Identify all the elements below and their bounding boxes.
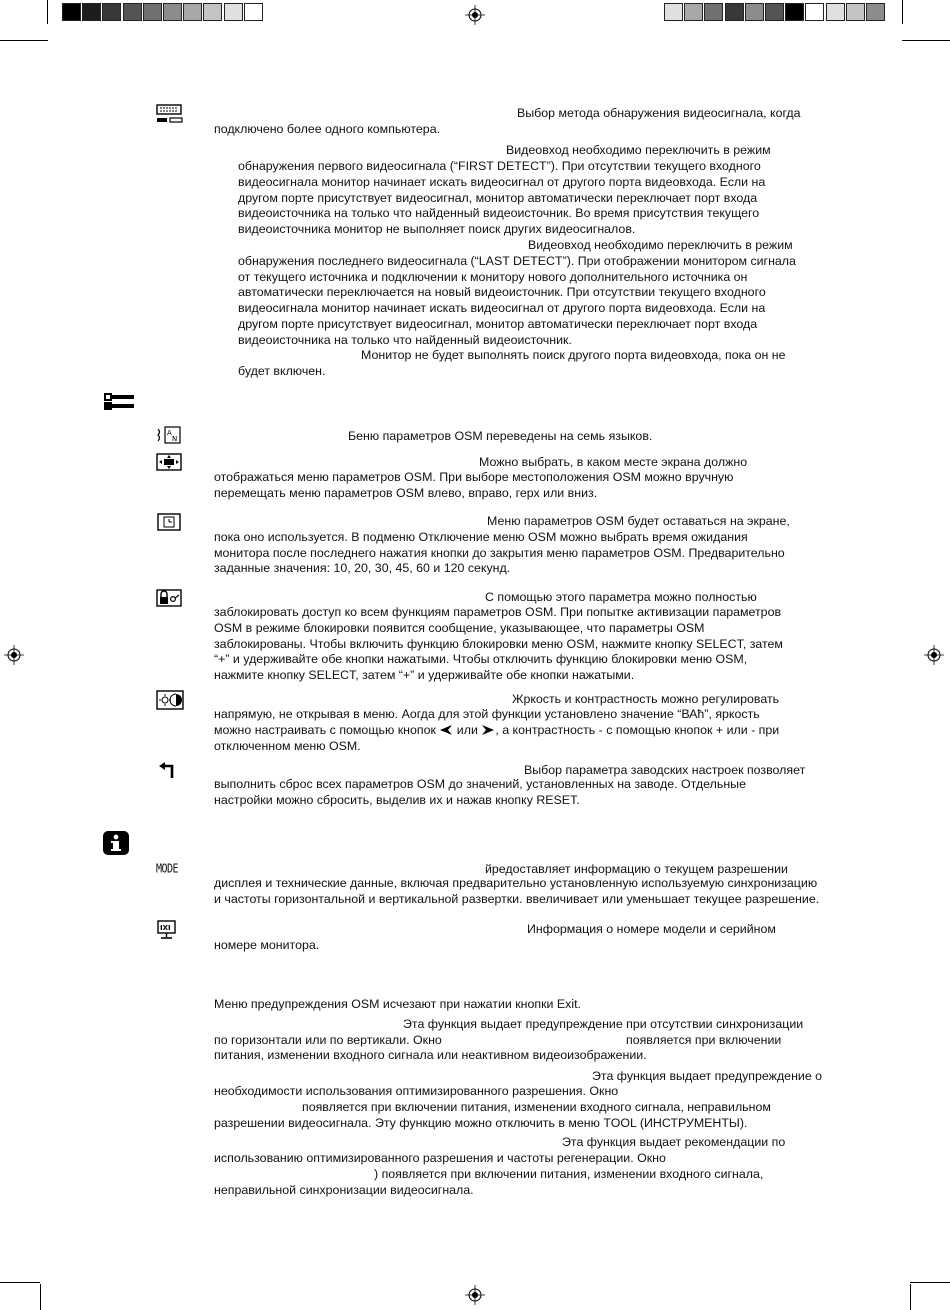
text-line: появляется при включении питания, изменении входного сигнала, неправильном xyxy=(302,1100,771,1114)
text-line: перемещать меню параметров OSM влево, вправо, герх или вниз. xyxy=(214,486,598,500)
text-line: Жркость и контрастность можно регулировать xyxy=(512,692,780,706)
left-arrow-icon xyxy=(439,725,453,735)
text-line: необходимости использования оптимизированного разрешения. Окно xyxy=(214,1084,619,1098)
text-line: обнаружения последнего видеосигнала (“LAST DETECT”). При отображении монитором сигнала xyxy=(238,254,796,268)
text-line: подключено более одного компьютера. xyxy=(214,122,441,136)
text-line: появляется при включении xyxy=(626,1033,782,1047)
color-swatch xyxy=(805,3,824,21)
text-line: Эта функция выдает рекомендации по xyxy=(562,1135,786,1149)
text-line: другом порте присутствует видеосигнал, монитор автоматически переключает порт входа xyxy=(238,191,758,205)
text-line: питания, изменении входного сигнала или неактивном видеоизображении. xyxy=(214,1048,647,1062)
color-swatch xyxy=(664,3,683,21)
color-swatch xyxy=(745,3,764,21)
color-swatch xyxy=(102,3,121,21)
text-line: видеосигнала монитор начинает искать видеосигнал от другого порта видеовхода. Если на xyxy=(238,175,766,189)
text-line: другом порте присутствует видеосигнал, монитор автоматически переключает порт входа xyxy=(238,317,758,331)
text-line: выполнить сброс всех параметров OSM до значений, установленных на заводе. Отдельные xyxy=(214,777,746,791)
text-line: отключенном меню OSM. xyxy=(214,739,361,753)
text-line: монитора после последнего нажатия кнопки до закрытия меню параметров OSM. Предварительно xyxy=(214,546,785,560)
display-mode-icon: MODE xyxy=(156,862,179,877)
text-line: и частоты горизонтальной и вертикальной развертки. ввеличивает или уменьшает текущее разрешение. xyxy=(214,892,820,906)
color-swatch xyxy=(244,3,263,21)
color-swatch xyxy=(866,3,885,21)
color-swatch xyxy=(684,3,703,21)
text-line: настройки можно сбросить, выделив их и нажав кнопку RESET. xyxy=(214,793,580,807)
color-swatch xyxy=(143,3,162,21)
color-swatch xyxy=(163,3,182,21)
color-swatch xyxy=(846,3,865,21)
text-line: видеоисточника на только что найденный видеоисточник. Во время присутствия текущего xyxy=(238,206,760,220)
video-detect-icon xyxy=(156,104,184,124)
language-icon xyxy=(156,425,182,445)
svg-text:A: A xyxy=(167,429,172,437)
text-line: номере монитора. xyxy=(214,938,320,952)
color-swatch xyxy=(183,3,202,21)
text-line: ) появляется при включении питания, изменении входного сигнала, xyxy=(374,1167,764,1181)
tools-wrench-icon xyxy=(102,391,136,413)
color-swatch xyxy=(826,3,845,21)
factory-reset-icon xyxy=(158,762,178,780)
text-line: от текущего источника и подключении к монитору нового дополнительного источника он xyxy=(238,270,748,284)
svg-text:N: N xyxy=(172,435,178,443)
text-line: Монитор не будет выполнять поиск другого порта видеовхода, пока он не xyxy=(361,348,786,362)
color-swatch xyxy=(725,3,744,21)
text-line: обнаружения первого видеосигнала (“FIRST DETECT”). При отсутствии текущего входного xyxy=(238,159,761,173)
text-line: видеоисточника на только что найденный видеоисточник. xyxy=(238,333,572,347)
color-swatch xyxy=(203,3,222,21)
text-line: Выбор параметра заводских настроек позволяет xyxy=(524,763,806,777)
text-line: OSM в режиме блокировки появится сообщение, указывающее, что параметры OSM xyxy=(214,621,705,635)
text-line: йредоставляет информацию о текущем разрешении xyxy=(485,862,788,876)
text-line xyxy=(214,723,779,739)
svg-text:IXI: IXI xyxy=(160,924,171,932)
registration-mark-left xyxy=(4,645,24,665)
text-line: Меню параметров OSM будет оставаться на экране, xyxy=(487,514,790,528)
text-line: Видеовход необходимо переключить в режим xyxy=(528,238,793,252)
color-swatch xyxy=(62,3,81,21)
osm-lock-icon xyxy=(156,589,182,607)
text-line: использованию оптимизированного разрешения и частоты регенерации. Окно xyxy=(214,1151,666,1165)
color-swatch xyxy=(704,3,723,21)
text-fragment: или xyxy=(456,723,478,737)
right-arrow-icon xyxy=(481,725,495,735)
color-swatch xyxy=(123,3,142,21)
text-line: Выбор метода обнаружения видеосигнала, когда xyxy=(517,106,801,120)
text-line: напрямую, не открывая в меню. Аогда для этой функции установлено значение “ВАћ”, яркость xyxy=(214,707,760,721)
color-swatch xyxy=(224,3,243,21)
information-icon xyxy=(102,830,130,856)
text-line: Беню параметров OSM переведены на семь языков. xyxy=(348,429,653,443)
text-line: Видеовход необходимо переключить в режим xyxy=(506,143,771,157)
text-line: С помощью этого параметра можно полностью xyxy=(485,590,757,604)
text-line: заблокированы. Чтобы включить функцию блокировки меню OSM, нажмите кнопку SELECT, затем xyxy=(214,637,783,651)
registration-mark-right xyxy=(924,645,944,665)
hot-key-icon xyxy=(156,690,184,710)
text-line: по горизонтали или по вертикали. Окно xyxy=(214,1033,442,1047)
text-line: видеосигнала монитор начинает искать видеосигнал от другого порта видеовхода. Если на xyxy=(238,301,766,315)
text-line: пока оно используется. В подменю Отключение меню OSM можно выбрать время ожидания xyxy=(214,530,748,544)
registration-mark-bottom xyxy=(465,1285,485,1305)
text-fragment: можно настраивать с помощью кнопок xyxy=(214,723,436,737)
color-swatch xyxy=(765,3,784,21)
text-line: дисплея и технические данные, включая предварительно установленную используемую синхронизацию xyxy=(214,876,818,890)
text-line: неправильной синхронизации видеосигнала. xyxy=(214,1183,474,1197)
text-line: видеоисточника монитор не выполняет поиск других видеосигналов. xyxy=(238,222,636,236)
text-line: автоматически переключается на новый видеоисточник. При отсутствии текущего входного xyxy=(238,285,766,299)
color-swatch xyxy=(785,3,804,21)
registration-mark-top xyxy=(465,5,485,25)
text-line: Можно выбрать, в каком месте экрана должно xyxy=(479,455,748,469)
text-fragment: , а контрастность - с помощью кнопок + или - при xyxy=(495,723,780,737)
text-line: “+” и удерживайте обе кнопки нажатыми. Чтобы отключить функцию блокировки меню OSM, xyxy=(214,652,748,666)
text-line: Меню предупреждения OSM исчезают при нажатии кнопки Exit. xyxy=(214,997,581,1011)
text-line: отображаться меню параметров OSM. При выборе местоположения OSM можно вручную xyxy=(214,470,734,484)
osm-turn-off-icon xyxy=(157,513,181,531)
osm-position-icon xyxy=(156,453,182,471)
text-line: разрешении видеосигнала. Эту функцию можно отключить в меню TOOL (ИНСТРУМЕНТЫ). xyxy=(214,1116,748,1130)
text-line: заданные значения: 10, 20, 30, 45, 60 и 120 секунд. xyxy=(214,561,511,575)
text-line: заблокировать доступ ко всем функциям параметров OSM. При попытке активизации параметров xyxy=(214,605,782,619)
monitor-info-icon xyxy=(157,920,177,940)
text-line: Эта функция выдает предупреждение о xyxy=(592,1069,823,1083)
text-line: Эта функция выдает предупреждение при отсутствии синхронизации xyxy=(403,1017,804,1031)
text-line: нажмите кнопку SELECT, затем “+” и удерживайте обе кнопки нажатыми. xyxy=(214,668,635,682)
color-swatch xyxy=(82,3,101,21)
text-line: будет включен. xyxy=(238,364,326,378)
text-line: Информация о номере модели и серийном xyxy=(527,922,776,936)
